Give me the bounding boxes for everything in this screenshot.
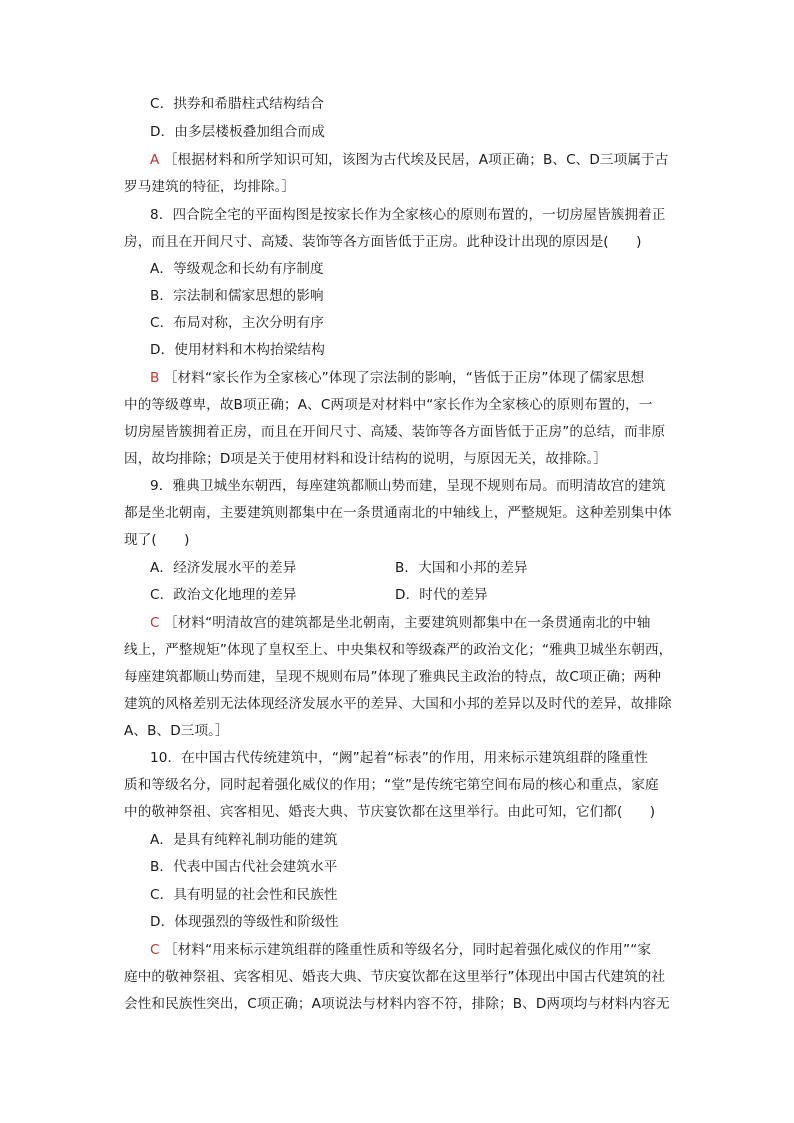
q9-explanation-line-4: 建筑的风格差别无法体现经济发展水平的差异、大国和小邦的差异以及时代的差异，故排除: [124, 696, 672, 712]
q8-option-d: D．使用材料和木构抬梁结构: [150, 342, 325, 358]
q8-explanation-line-3: 切房屋皆簇拥着正房，而且在开间尺寸、高矮、装饰等各方面皆低于正房”的总结，而非原: [124, 424, 666, 440]
q10-explanation-line-3: 会性和民族性突出，C项正确；A项说法与材料内容不符，排除；B、D两项均与材料内容无: [124, 996, 670, 1012]
q10-explanation-line-1: C ［材料“用来标示建筑组群的隆重性质和等级名分，同时起着强化威仪的作用”“家: [150, 942, 652, 958]
q9-explanation-line-1: C ［材料“明清故宫的建筑都是坐北朝南，主要建筑则都集中在一条贯通南北的中轴: [150, 615, 651, 631]
q7-option-c: C．拱券和希腊柱式结构结合: [150, 96, 324, 112]
q8-answer: B: [150, 370, 160, 386]
q7-explanation-line-2: 罗马建筑的特征，均排除。］: [124, 179, 296, 195]
q10-stem-line-3: 中的敬神祭祖、宾客相见、婚丧大典、节庆宴饮都在这里举行。由此可知，它们都( ): [124, 804, 656, 820]
q9-option-d: D．时代的差异: [395, 587, 488, 603]
q9-explanation-line-3: 每座建筑都顺山势而建，呈现不规则布局”体现了雅典民主政治的特点，故C项正确；两种: [124, 669, 662, 685]
q9-explanation-line-5: A、B、D三项。］: [124, 723, 229, 739]
q8-explanation-line-1: B ［材料“家长作为全家核心”体现了宗法制的影响，“皆低于正房”体现了儒家思想: [150, 370, 645, 386]
q9-stem-line-1: 9．雅典卫城坐东朝西，每座建筑都顺山势而建，呈现不规则布局。而明清故宫的建筑: [150, 478, 666, 494]
q7-option-d: D．由多层楼板叠加组合而成: [150, 124, 325, 140]
q9-option-b: B．大国和小邦的差异: [395, 560, 528, 576]
q10-option-d: D．体现强烈的等级性和阶级性: [150, 914, 339, 930]
q10-stem-line-1: 10．在中国古代传统建筑中，“阙”起着“标表”的作用，用来标示建筑组群的隆重性: [150, 750, 648, 766]
q8-explanation-line-2: 中的等级尊卑，故B项正确；A、C两项是对材料中“家长作为全家核心的原则布置的，一: [124, 397, 653, 413]
q9-option-a: A．经济发展水平的差异: [150, 560, 297, 576]
q9-option-c: C．政治文化地理的差异: [150, 587, 297, 603]
q8-option-c: C．布局对称，主次分明有序: [150, 315, 324, 331]
q10-option-a: A．是具有纯粹礼制功能的建筑: [150, 832, 338, 848]
q10-stem-line-2: 质和等级名分，同时起着强化威仪的作用；“堂”是传统宅第空间布局的核心和重点，家庭: [124, 777, 659, 793]
q9-explanation-line-2: 线上，严整规矩”体现了皇权至上、中央集权和等级森严的政治文化；“雅典卫城坐东朝西，: [124, 642, 673, 658]
q9-stem-line-3: 现了( ): [124, 532, 190, 548]
q8-explanation-line-4: 因，故均排除；D项是关于使用材料和设计结构的说明，与原因无关，故排除。］: [124, 451, 608, 467]
q10-option-c: C．具有明显的社会性和民族性: [150, 887, 338, 903]
q8-stem-line-2: 房，而且在开间尺寸、高矮、装饰等各方面皆低于正房。此种设计出现的原因是( ): [124, 234, 642, 250]
q8-stem-line-1: 8．四合院全宅的平面构图是按家长作为全家核心的原则布置的，一切房屋皆簇拥着正: [150, 207, 666, 223]
q10-option-b: B．代表中国古代社会建筑水平: [150, 859, 338, 875]
q8-option-a: A．等级观念和长幼有序制度: [150, 261, 324, 277]
q7-answer: A: [150, 152, 160, 168]
q7-explanation-line-1: A ［根据材料和所学知识可知，该图为古代埃及民居，A项正确；B、C、D三项属于古: [150, 152, 669, 168]
q8-option-b: B．宗法制和儒家思想的影响: [150, 288, 324, 304]
q10-answer: C: [150, 942, 160, 958]
q9-answer: C: [150, 615, 160, 631]
q9-stem-line-2: 都是坐北朝南，主要建筑则都集中在一条贯通南北的中轴线上，严整规矩。这种差别集中体: [124, 505, 672, 521]
q10-explanation-line-2: 庭中的敬神祭祖、宾客相见、婚丧大典、节庆宴饮都在这里举行”体现出中国古代建筑的社: [124, 969, 666, 985]
